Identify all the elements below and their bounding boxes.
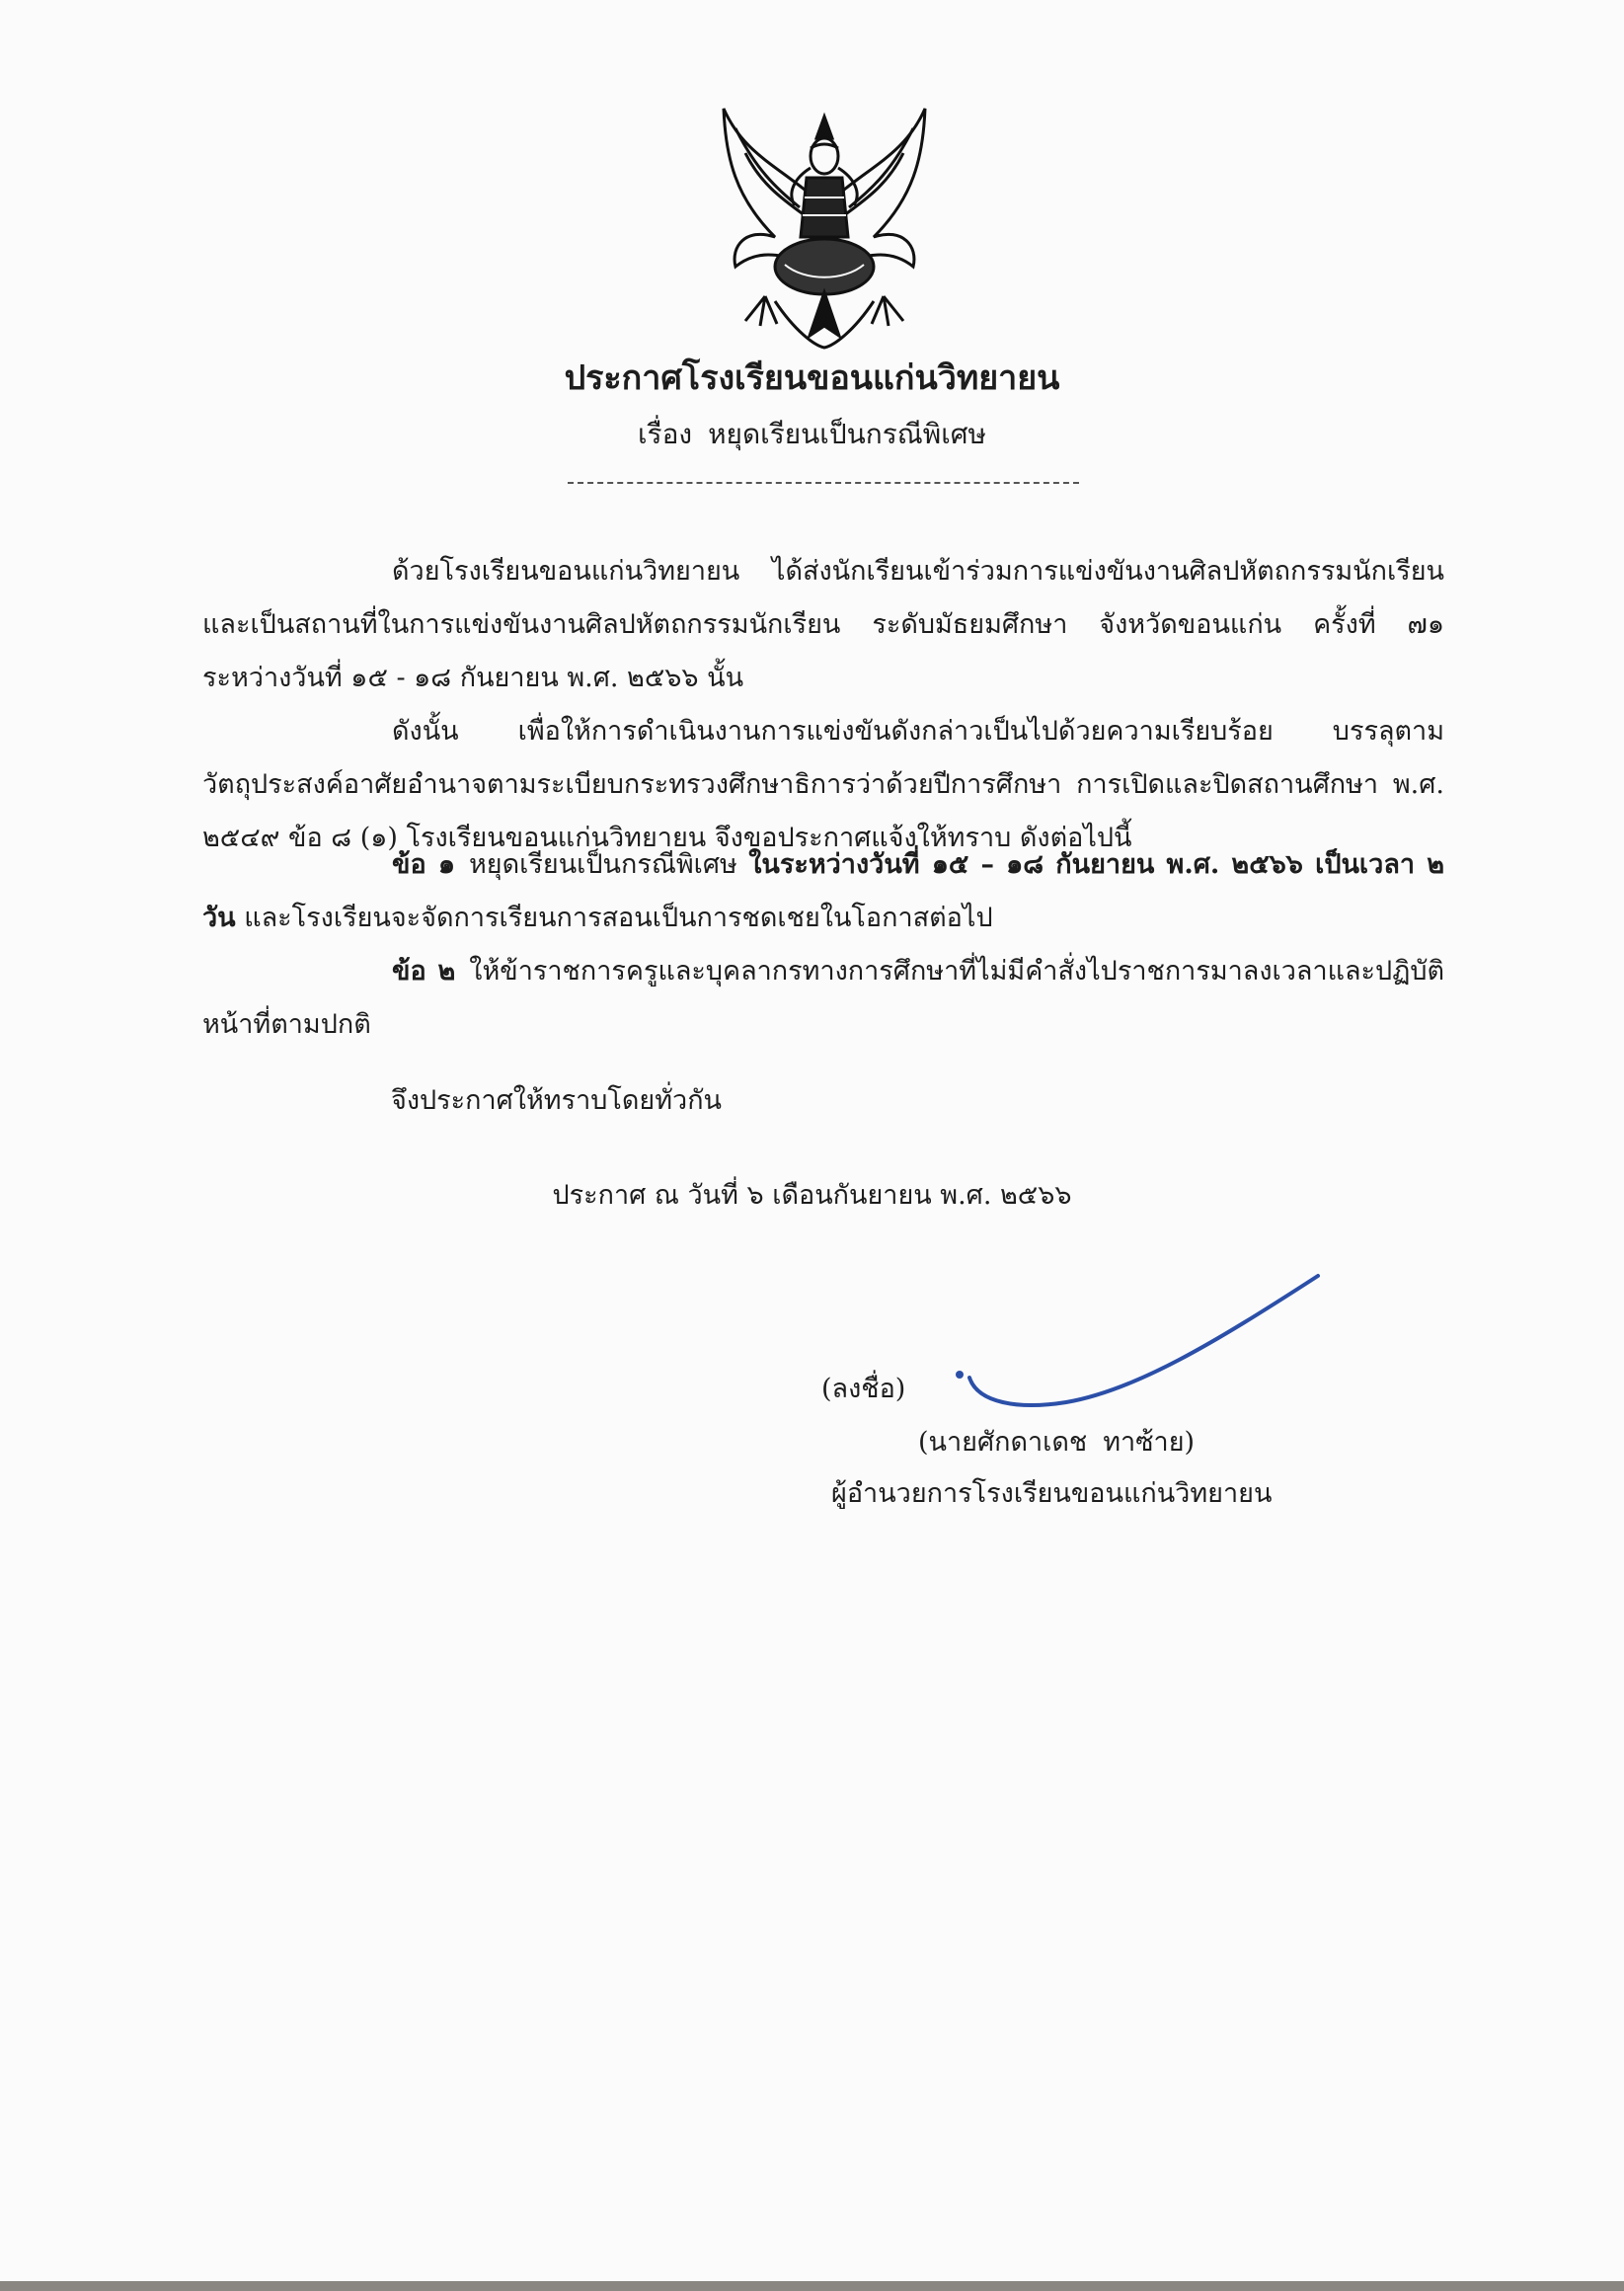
item-2-label: ข้อ ๒ (392, 956, 456, 987)
dashed-divider (568, 482, 1079, 484)
signer-position: ผู้อำนวยการโรงเรียนขอนแก่นวิทยายน (831, 1478, 1273, 1509)
paragraph-intro (202, 545, 1444, 705)
signed-label: (ลงชื่อ) (821, 1374, 906, 1404)
item-1-text: หยุดเรียนเป็นกรณีพิเศษ (468, 849, 737, 880)
document-title: ประกาศโรงเรียนขอนแก่นวิทยายน (564, 358, 1060, 398)
signer-name (918, 1418, 1195, 1467)
paragraph-reason-text: ดังนั้น เพื่อให้การดำเนินงานการแข่งขันดังกล่าวเป็นไปด้วยความเรียบร้อย บรรลุตามวัตถุประสงค์อาศัยอำนาจตามระเบียบกระทรวงศึกษาธิการว่าด้วยปีการศึกษา การเปิดและปิดสถานศึกษา พ.ศ. ๒๕๔๙ ข้อ ๘ (๑) โรงเรียนขอนแก่นวิทยายน จึงขอประกาศแจ้งให้ทราบ ดังต่อไปนี้ (202, 716, 1444, 853)
item-1-label: ข้อ ๑ (392, 849, 455, 880)
item-1-rest: และโรงเรียนจะจัดการเรียนการสอนเป็นการชดเชยในโอกาสต่อไป (244, 903, 993, 933)
garuda-emblem-icon (706, 99, 943, 354)
item-2-text: ให้ข้าราชการครูและบุคลากรทางการศึกษาที่ไม่มีคำสั่งไปราชการมาลงเวลาและปฏิบัติหน้าที่ตามปกติ (202, 956, 1444, 1040)
announcement-date: ประกาศ ณ วันที่ ๖ เดือนกันยายน พ.ศ. ๒๕๖๖ (552, 1180, 1072, 1211)
item-2 (202, 945, 1444, 1052)
scan-bottom-edge (0, 2281, 1624, 2291)
item-1 (202, 838, 1444, 945)
handwritten-signature (948, 1264, 1333, 1422)
signer-name-first: (นายศักดาเดช (918, 1427, 1088, 1458)
subject-label: เรื่อง (637, 418, 693, 450)
subject-text: หยุดเรียนเป็นกรณีพิเศษ (708, 418, 987, 450)
subject-line (0, 413, 1624, 456)
signer-name-last: ทาซ้าย) (1103, 1427, 1196, 1458)
announce-line: จึงประกาศให้ทราบโดยทั่วกัน (391, 1085, 722, 1116)
paragraph-intro-text: ด้วยโรงเรียนขอนแก่นวิทยายน ได้ส่งนักเรียนเข้าร่วมการแข่งขันงานศิลปหัตถกรรมนักเรียน และเป็นสถานที่ในการแข่งขันงานศิลปหัตถกรรมนักเรียน ระดับมัธยมศึกษา จังหวัดขอนแก่น ครั้งที่ ๗๑ ระหว่างวันที่ ๑๕ - ๑๘ กันยายน พ.ศ. ๒๕๖๖ นั้น (202, 556, 1444, 693)
item-1-period: ในระหว่างวันที่ ๑๕ – ๑๘ กันยายน พ.ศ. ๒๕๖๖ เป็นเวลา ๒ วัน (202, 849, 1444, 933)
